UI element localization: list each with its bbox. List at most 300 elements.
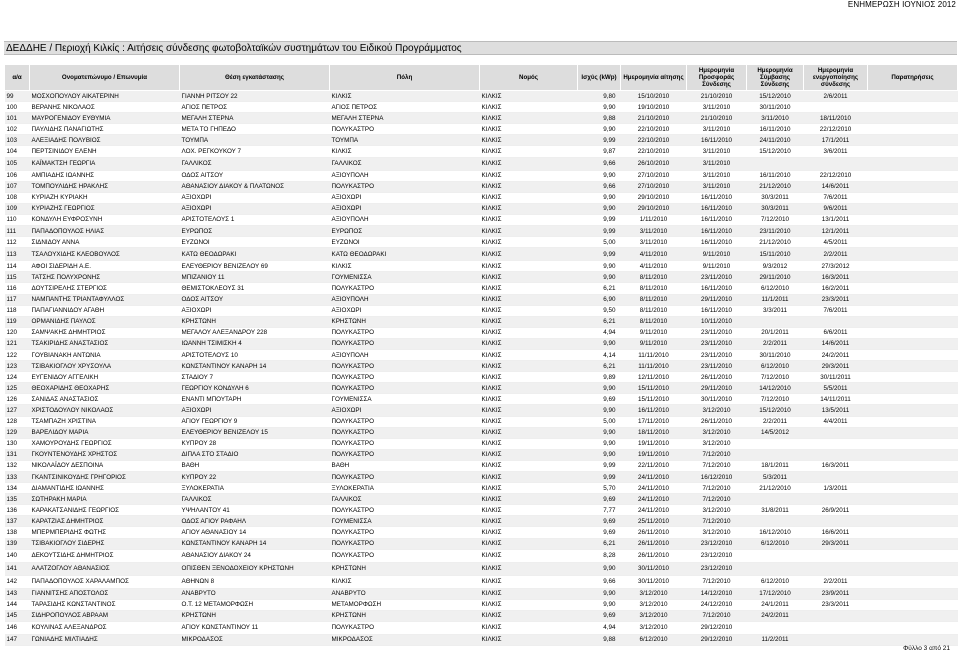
cell-name: ΒΕΡΑΝΗΣ ΝΙΚΟΛΑΟΣ: [30, 102, 180, 113]
cell-power: 5,70: [578, 483, 621, 494]
cell-name: ΔΟΥΤΣΙΡΕΛΗΣ ΣΤΕΡΓΙΟΣ: [30, 283, 180, 294]
table-row: [5, 494, 958, 505]
cell-city: ΠΟΛΥΚΑΣΤΡΟ: [330, 621, 480, 634]
cell-offer-date: 16/11/2010: [687, 283, 747, 294]
cell-name: ΚΥΡΙΑΖΗ ΚΥΡΙΑΚΗ: [30, 192, 180, 203]
cell-power: 9,88: [578, 634, 621, 645]
cell-application-date: 22/10/2010: [621, 135, 687, 146]
cell-offer-date: 3/12/2010: [687, 427, 747, 438]
cell-city: ΑΞΙΟΧΩΡΙ: [330, 203, 480, 214]
cell-index: 139: [5, 538, 30, 549]
table-row: [5, 383, 958, 394]
cell-activation-date: 16/3/2011: [804, 272, 868, 283]
cell-remarks: [868, 181, 958, 192]
cell-contract-date: 21/12/2010: [747, 237, 804, 248]
cell-offer-date: 3/11/2010: [687, 181, 747, 192]
cell-offer-date: 29/12/2010: [687, 621, 747, 634]
table-row: [5, 549, 958, 562]
cell-prefecture: ΚΙΛΚΙΣ: [480, 599, 578, 610]
cell-application-date: 1/11/2010: [621, 214, 687, 225]
cell-name: ΟΡΜΑΝΙΔΗΣ ΠΑΥΛΟΣ: [30, 316, 180, 327]
cell-activation-date: [804, 438, 868, 449]
cell-power: 9,90: [578, 588, 621, 599]
cell-contract-date: [747, 621, 804, 634]
cell-contract-date: 9/3/2012: [747, 261, 804, 272]
cell-location: ΘΕΜΙΣΤΟΚΛΕΟΥΣ 31: [180, 283, 330, 294]
cell-application-date: 9/11/2010: [621, 338, 687, 349]
cell-index: 102: [5, 124, 30, 135]
cell-location: ΑΘΑΝΑΣΙΟΥ ΔΙΑΚΟΥ 24: [180, 549, 330, 562]
cell-power: 9,87: [578, 146, 621, 157]
cell-name: ΤΣΙΒΑΚΙΟΓΛΟΥ ΣΙΔΕΡΗΣ: [30, 538, 180, 549]
cell-offer-date: 23/11/2010: [687, 327, 747, 338]
cell-index: 104: [5, 146, 30, 157]
table-row: [5, 416, 958, 427]
cell-index: 129: [5, 427, 30, 438]
cell-activation-date: [804, 562, 868, 575]
cell-location: ΞΥΛΟΚΕΡΑΤΙΑ: [180, 483, 330, 494]
cell-activation-date: 4/4/2011: [804, 416, 868, 427]
cell-contract-date: 16/11/2010: [747, 124, 804, 135]
cell-offer-date: 7/12/2010: [687, 494, 747, 505]
cell-location: ΑΡΙΣΤΟΤΕΛΟΥΣ 1: [180, 214, 330, 225]
cell-offer-date: 24/12/2010: [687, 599, 747, 610]
header-col-offer-date: Ημερομηνία Προσφοράς Σύνδεσης: [687, 65, 747, 91]
cell-index: 103: [5, 135, 30, 146]
cell-city: ΑΞΙΟΧΩΡΙ: [330, 405, 480, 416]
cell-index: 134: [5, 483, 30, 494]
cell-name: ΚΑΪΜΑΚΤΣΗ ΓΕΩΡΓΙΑ: [30, 157, 180, 170]
cell-activation-date: 22/12/2010: [804, 170, 868, 181]
cell-prefecture: ΚΙΛΚΙΣ: [480, 588, 578, 599]
table-row: [5, 102, 958, 113]
cell-application-date: 8/11/2010: [621, 316, 687, 327]
cell-prefecture: ΚΙΛΚΙΣ: [480, 438, 578, 449]
cell-power: 9,90: [578, 261, 621, 272]
cell-application-date: 21/10/2010: [621, 113, 687, 124]
cell-contract-date: 14/5/2012: [747, 427, 804, 438]
cell-activation-date: [804, 157, 868, 170]
cell-prefecture: ΚΙΛΚΙΣ: [480, 449, 578, 460]
cell-activation-date: 5/5/2011: [804, 383, 868, 394]
cell-power: 9,69: [578, 527, 621, 538]
cell-name: ΠΑΥΛΙΔΗΣ ΠΑΝΑΓΙΩΤΗΣ: [30, 124, 180, 135]
cell-index: 115: [5, 272, 30, 283]
cell-offer-date: 3/12/2010: [687, 505, 747, 516]
cell-city: ΑΝΑΒΡΥΤΟ: [330, 588, 480, 599]
cell-remarks: [868, 361, 958, 372]
cell-offer-date: 3/11/2010: [687, 146, 747, 157]
cell-remarks: [868, 383, 958, 394]
cell-index: 108: [5, 192, 30, 203]
cell-city: ΞΥΛΟΚΕΡΑΤΙΑ: [330, 483, 480, 494]
cell-power: 9,69: [578, 516, 621, 527]
cell-power: 6,21: [578, 538, 621, 549]
cell-name: ΣΑΝΙΔΑΣ ΑΝΑΣΤΑΣΙΟΣ: [30, 394, 180, 405]
cell-prefecture: ΚΙΛΚΙΣ: [480, 416, 578, 427]
cell-application-date: 8/11/2010: [621, 283, 687, 294]
cell-contract-date: 31/8/2011: [747, 505, 804, 516]
cell-prefecture: ΚΙΛΚΙΣ: [480, 562, 578, 575]
cell-city: ΜΙΚΡΟΔΑΣΟΣ: [330, 634, 480, 645]
cell-application-date: 9/11/2010: [621, 327, 687, 338]
cell-location: ΑΞΙΟΧΩΡΙ: [180, 203, 330, 214]
cell-contract-date: [747, 549, 804, 562]
cell-city: ΚΑΤΩ ΘΕΟΔΩΡΑΚΙ: [330, 248, 480, 261]
cell-application-date: 26/11/2010: [621, 549, 687, 562]
cell-power: 9,99: [578, 460, 621, 471]
cell-remarks: [868, 372, 958, 383]
cell-remarks: [868, 494, 958, 505]
cell-remarks: [868, 460, 958, 471]
cell-power: 9,99: [578, 226, 621, 237]
cell-contract-date: 7/12/2010: [747, 372, 804, 383]
cell-index: 120: [5, 327, 30, 338]
cell-application-date: 18/11/2010: [621, 427, 687, 438]
cell-prefecture: ΚΙΛΚΙΣ: [480, 237, 578, 248]
cell-prefecture: ΚΙΛΚΙΣ: [480, 157, 578, 170]
cell-name: ΕΥΓΕΝΙΔΟΥ ΑΓΓΕΛΙΚΗ: [30, 372, 180, 383]
cell-prefecture: ΚΙΛΚΙΣ: [480, 394, 578, 405]
cell-power: 9,69: [578, 494, 621, 505]
cell-contract-date: [747, 516, 804, 527]
cell-prefecture: ΚΙΛΚΙΣ: [480, 549, 578, 562]
cell-application-date: 26/11/2010: [621, 538, 687, 549]
table-row: [5, 621, 958, 634]
cell-city: ΑΞΙΟΧΩΡΙ: [330, 305, 480, 316]
cell-prefecture: ΚΙΛΚΙΣ: [480, 460, 578, 471]
cell-prefecture: ΚΙΛΚΙΣ: [480, 349, 578, 360]
cell-location: ΑΞΙΟΧΩΡΙ: [180, 192, 330, 203]
cell-remarks: [868, 599, 958, 610]
cell-prefecture: ΚΙΛΚΙΣ: [480, 338, 578, 349]
cell-name: ΑΛΕΞΙΑΔΗΣ ΠΟΛΥΒΙΟΣ: [30, 135, 180, 146]
cell-application-date: 12/11/2010: [621, 372, 687, 383]
cell-power: 9,90: [578, 124, 621, 135]
cell-contract-date: 16/11/2010: [747, 170, 804, 181]
cell-city: ΜΕΤΑΜΟΡΦΩΣΗ: [330, 599, 480, 610]
cell-index: 136: [5, 505, 30, 516]
cell-remarks: [868, 316, 958, 327]
cell-contract-date: 15/12/2010: [747, 146, 804, 157]
cell-prefecture: ΚΙΛΚΙΣ: [480, 294, 578, 305]
cell-prefecture: ΚΙΛΚΙΣ: [480, 383, 578, 394]
cell-city: ΚΙΛΚΙΣ: [330, 575, 480, 588]
cell-city: ΕΥΖΩΝΟΙ: [330, 237, 480, 248]
cell-prefecture: ΚΙΛΚΙΣ: [480, 575, 578, 588]
cell-offer-date: 23/12/2010: [687, 538, 747, 549]
cell-activation-date: 27/3/2012: [804, 261, 868, 272]
table-row: [5, 438, 958, 449]
cell-city: ΠΟΛΥΚΑΣΤΡΟ: [330, 372, 480, 383]
cell-offer-date: 23/11/2010: [687, 338, 747, 349]
cell-offer-date: 26/11/2010: [687, 416, 747, 427]
cell-application-date: 27/10/2010: [621, 181, 687, 192]
cell-city: ΑΞΙΟΥΠΟΛΗ: [330, 349, 480, 360]
cell-application-date: 24/11/2010: [621, 505, 687, 516]
cell-contract-date: [747, 157, 804, 170]
cell-index: 132: [5, 460, 30, 471]
table-row: [5, 516, 958, 527]
cell-location: ΓΙΑΝΝΗ ΡΙΤΣΟΥ 22: [180, 91, 330, 102]
cell-remarks: [868, 226, 958, 237]
cell-location: ΟΔΟΣ ΑΙΤΣΟΥ: [180, 294, 330, 305]
cell-index: 144: [5, 599, 30, 610]
cell-location: ΜΕΤΑ ΤΟ ΓΗΠΕΔΟ: [180, 124, 330, 135]
cell-offer-date: 16/11/2010: [687, 237, 747, 248]
cell-index: 101: [5, 113, 30, 124]
cell-activation-date: 14/11/2011: [804, 394, 868, 405]
cell-location: ΕΛΕΥΘΕΡΙΟΥ ΒΕΝΙΖΕΛΟΥ 69: [180, 261, 330, 272]
cell-activation-date: 17/1/2011: [804, 135, 868, 146]
cell-power: 9,66: [578, 575, 621, 588]
table-row: [5, 170, 958, 181]
cell-remarks: [868, 394, 958, 405]
cell-activation-date: 14/6/2011: [804, 181, 868, 192]
cell-city: ΚΡΗΣΤΩΝΗ: [330, 562, 480, 575]
cell-location: ΑΞΙΟΧΩΡΙ: [180, 405, 330, 416]
cell-application-date: 4/11/2010: [621, 248, 687, 261]
cell-name: ΤΣΑΜΠΑΖΗ ΧΡΙΣΤΙΝΑ: [30, 416, 180, 427]
cell-city: ΠΟΛΥΚΑΣΤΡΟ: [330, 416, 480, 427]
cell-application-date: 4/11/2010: [621, 261, 687, 272]
table-row: [5, 237, 958, 248]
table-body: [5, 91, 958, 646]
cell-power: 9,90: [578, 203, 621, 214]
cell-name: ΜΟΣΧΟΠΟΥΛΟΥ ΑΙΚΑΤΕΡΙΝΗ: [30, 91, 180, 102]
cell-name: ΣΑΜΨΑΚΗΣ ΔΗΜΗΤΡΙΟΣ: [30, 327, 180, 338]
cell-power: 9,90: [578, 192, 621, 203]
cell-location: ΓΑΛΛΙΚΟΣ: [180, 494, 330, 505]
cell-index: 145: [5, 610, 30, 621]
table-row: [5, 460, 958, 471]
cell-name: ΑΜΠΙΑΔΗΣ ΙΩΑΝΝΗΣ: [30, 170, 180, 181]
cell-city: ΠΟΛΥΚΑΣΤΡΟ: [330, 538, 480, 549]
cell-name: ΤΑΤΣΗΣ ΠΟΛΥΧΡΟΝΗΣ: [30, 272, 180, 283]
cell-name: ΚΟΝΔΥΛΗ ΕΥΦΡΟΣΥΝΗ: [30, 214, 180, 225]
cell-power: 9,99: [578, 214, 621, 225]
cell-contract-date: [747, 438, 804, 449]
header-col-power: Ισχύς (kWp): [578, 65, 621, 91]
cell-prefecture: ΚΙΛΚΙΣ: [480, 102, 578, 113]
cell-activation-date: [804, 449, 868, 460]
cell-offer-date: 16/11/2010: [687, 135, 747, 146]
cell-application-date: 29/10/2010: [621, 192, 687, 203]
cell-index: 114: [5, 261, 30, 272]
cell-prefecture: ΚΙΛΚΙΣ: [480, 170, 578, 181]
cell-name: ΓΟΥΒΙΑΝΑΚΗ ΑΝΤΩΝΙΑ: [30, 349, 180, 360]
table-row: [5, 294, 958, 305]
cell-application-date: 22/11/2010: [621, 460, 687, 471]
cell-prefecture: ΚΙΛΚΙΣ: [480, 146, 578, 157]
cell-power: 9,90: [578, 562, 621, 575]
cell-power: 7,77: [578, 505, 621, 516]
cell-contract-date: 29/11/2010: [747, 272, 804, 283]
cell-name: ΚΟΥΛΙΝΑΣ ΑΛΕΞΑΝΔΡΟΣ: [30, 621, 180, 634]
header-col-index: α/α: [5, 65, 30, 91]
cell-contract-date: 7/12/2010: [747, 394, 804, 405]
cell-index: 117: [5, 294, 30, 305]
cell-name: ΓΚΟΥΝΤΕΝΟΥΔΗΣ ΧΡΗΣΤΟΣ: [30, 449, 180, 460]
cell-name: ΠΑΠΑΓΙΑΝΝΙΔΟΥ ΑΓΑΘΗ: [30, 305, 180, 316]
cell-offer-date: 3/11/2010: [687, 102, 747, 113]
cell-prefecture: ΚΙΛΚΙΣ: [480, 327, 578, 338]
table-row: [5, 214, 958, 225]
table-row: [5, 394, 958, 405]
table-row: [5, 91, 958, 102]
cell-remarks: [868, 416, 958, 427]
cell-power: 9,99: [578, 472, 621, 483]
cell-contract-date: 6/12/2010: [747, 361, 804, 372]
cell-activation-date: 13/5/2011: [804, 405, 868, 416]
cell-index: 100: [5, 102, 30, 113]
cell-offer-date: 3/11/2010: [687, 157, 747, 170]
cell-city: ΑΞΙΟΧΩΡΙ: [330, 192, 480, 203]
header-col-name: Ονοματεπώνυμο / Επωνυμία: [30, 65, 180, 91]
cell-index: 122: [5, 349, 30, 360]
cell-application-date: 30/11/2010: [621, 562, 687, 575]
cell-prefecture: ΚΙΛΚΙΣ: [480, 483, 578, 494]
cell-offer-date: 7/12/2010: [687, 575, 747, 588]
cell-power: 9,69: [578, 394, 621, 405]
cell-application-date: 6/12/2010: [621, 634, 687, 645]
cell-contract-date: 14/12/2010: [747, 383, 804, 394]
cell-remarks: [868, 283, 958, 294]
cell-remarks: [868, 327, 958, 338]
cell-city: ΚΡΗΣΤΩΝΗ: [330, 610, 480, 621]
cell-activation-date: [804, 102, 868, 113]
cell-contract-date: 15/11/2010: [747, 248, 804, 261]
cell-city: ΑΓΙΟΣ ΠΕΤΡΟΣ: [330, 102, 480, 113]
cell-name: ΑΛΑΤΖΟΓΛΟΥ ΑΘΑΝΑΣΙΟΣ: [30, 562, 180, 575]
cell-name: ΚΥΡΙΑΖΗΣ ΓΕΩΡΓΙΟΣ: [30, 203, 180, 214]
cell-power: 9,90: [578, 427, 621, 438]
cell-offer-date: 3/12/2010: [687, 527, 747, 538]
cell-location: ΕΥΡΩΠΟΣ: [180, 226, 330, 237]
cell-activation-date: 6/6/2011: [804, 327, 868, 338]
cell-location: ΓΑΛΛΙΚΟΣ: [180, 157, 330, 170]
cell-contract-date: [747, 494, 804, 505]
cell-name: ΣΙΔΗΡΟΠΟΥΛΟΣ ΑΒΡΑΑΜ: [30, 610, 180, 621]
table-row: [5, 181, 958, 192]
cell-location: ΑΘΗΝΩΝ 8: [180, 575, 330, 588]
cell-prefecture: ΚΙΛΚΙΣ: [480, 203, 578, 214]
cell-location: ΣΤΑΔΙΟΥ 7: [180, 372, 330, 383]
cell-city: ΚΙΛΚΙΣ: [330, 261, 480, 272]
cell-prefecture: ΚΙΛΚΙΣ: [480, 427, 578, 438]
cell-prefecture: ΚΙΛΚΙΣ: [480, 538, 578, 549]
cell-power: 9,90: [578, 170, 621, 181]
cell-city: ΠΟΛΥΚΑΣΤΡΟ: [330, 181, 480, 192]
cell-offer-date: 7/12/2010: [687, 610, 747, 621]
cell-name: ΣΩΤΗΡΑΚΗ ΜΑΡΙΑ: [30, 494, 180, 505]
cell-remarks: [868, 634, 958, 645]
cell-index: 143: [5, 588, 30, 599]
cell-offer-date: 29/12/2010: [687, 634, 747, 645]
cell-power: 9,90: [578, 449, 621, 460]
cell-index: 127: [5, 405, 30, 416]
cell-index: 142: [5, 575, 30, 588]
cell-application-date: 16/11/2010: [621, 405, 687, 416]
cell-power: 9,99: [578, 135, 621, 146]
cell-offer-date: 16/11/2010: [687, 203, 747, 214]
cell-power: 9,90: [578, 438, 621, 449]
cell-contract-date: 16/12/2010: [747, 527, 804, 538]
table-row: [5, 599, 958, 610]
cell-application-date: 22/10/2010: [621, 124, 687, 135]
cell-offer-date: 29/11/2010: [687, 383, 747, 394]
cell-remarks: [868, 170, 958, 181]
table-row: [5, 575, 958, 588]
cell-contract-date: 2/2/2011: [747, 416, 804, 427]
cell-activation-date: [804, 634, 868, 645]
header-col-location: Θέση εγκατάστασης: [180, 65, 330, 91]
cell-location: ΜΙΚΡΟΔΑΣΟΣ: [180, 634, 330, 645]
table-row: [5, 483, 958, 494]
cell-activation-date: 2/2/2011: [804, 248, 868, 261]
table-row: [5, 226, 958, 237]
cell-activation-date: [804, 516, 868, 527]
cell-city: ΤΟΥΜΠΑ: [330, 135, 480, 146]
cell-contract-date: 3/3/2011: [747, 305, 804, 316]
cell-prefecture: ΚΙΛΚΙΣ: [480, 226, 578, 237]
table-row: [5, 305, 958, 316]
table-row: [5, 135, 958, 146]
cell-remarks: [868, 588, 958, 599]
cell-prefecture: ΚΙΛΚΙΣ: [480, 91, 578, 102]
table-row: [5, 538, 958, 549]
cell-remarks: [868, 349, 958, 360]
cell-offer-date: 29/11/2010: [687, 294, 747, 305]
cell-offer-date: 16/11/2010: [687, 305, 747, 316]
cell-remarks: [868, 157, 958, 170]
cell-prefecture: ΚΙΛΚΙΣ: [480, 634, 578, 645]
cell-location: ΜΕΓΑΛΗ ΣΤΕΡΝΑ: [180, 113, 330, 124]
cell-activation-date: [804, 549, 868, 562]
cell-remarks: [868, 505, 958, 516]
cell-offer-date: 23/11/2010: [687, 272, 747, 283]
cell-contract-date: 15/12/2010: [747, 91, 804, 102]
cell-city: ΠΟΛΥΚΑΣΤΡΟ: [330, 383, 480, 394]
cell-contract-date: 20/1/2011: [747, 327, 804, 338]
cell-activation-date: 23/3/2011: [804, 599, 868, 610]
cell-name: ΜΠΕΡΜΠΕΡΙΔΗΣ ΦΩΤΗΣ: [30, 527, 180, 538]
cell-remarks: [868, 538, 958, 549]
cell-offer-date: 3/12/2010: [687, 438, 747, 449]
cell-prefecture: ΚΙΛΚΙΣ: [480, 505, 578, 516]
cell-location: ΑΝΑΒΡΥΤΟ: [180, 588, 330, 599]
cell-offer-date: 23/11/2010: [687, 349, 747, 360]
cell-offer-date: 7/12/2010: [687, 449, 747, 460]
cell-city: ΠΟΛΥΚΑΣΤΡΟ: [330, 549, 480, 562]
cell-prefecture: ΚΙΛΚΙΣ: [480, 135, 578, 146]
cell-city: ΒΑΘΗ: [330, 460, 480, 471]
cell-power: 5,00: [578, 237, 621, 248]
cell-remarks: [868, 610, 958, 621]
cell-contract-date: 30/3/2011: [747, 192, 804, 203]
cell-location: ΔΙΠΛΑ ΣΤΟ ΣΤΑΔΙΟ: [180, 449, 330, 460]
cell-application-date: 3/12/2010: [621, 588, 687, 599]
cell-city: ΠΟΛΥΚΑΣΤΡΟ: [330, 505, 480, 516]
cell-offer-date: 16/12/2010: [687, 472, 747, 483]
cell-name: ΝΙΚΟΛΑΪΔΟΥ ΔΕΣΠΟΙΝΑ: [30, 460, 180, 471]
cell-city: ΚΙΛΚΙΣ: [330, 146, 480, 157]
cell-application-date: 8/11/2010: [621, 294, 687, 305]
cell-remarks: [868, 124, 958, 135]
cell-location: ΚΥΠΡΟΥ 22: [180, 472, 330, 483]
cell-index: 121: [5, 338, 30, 349]
cell-application-date: 24/11/2010: [621, 494, 687, 505]
